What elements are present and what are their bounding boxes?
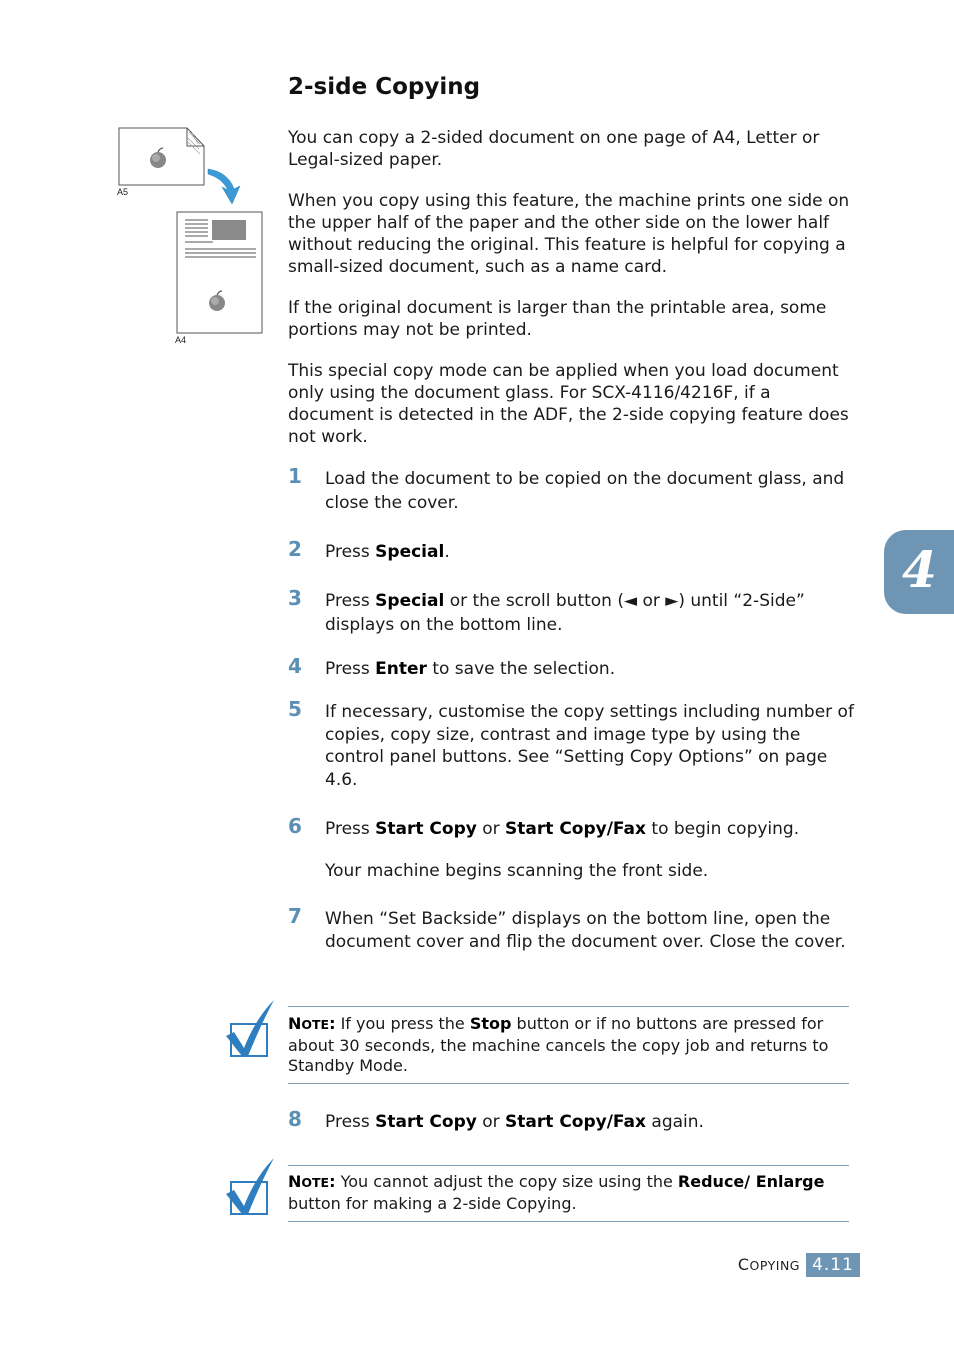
step-subtext: Your machine begins scanning the front side. bbox=[325, 861, 709, 881]
checkmark-note-icon bbox=[224, 998, 278, 1062]
step-text: Load the document to be copied on the document glass, and close the cover. bbox=[325, 469, 845, 513]
chapter-tab bbox=[884, 530, 954, 614]
paragraph-feature: When you copy using this feature, the machine prints one side on the upper half of the paper and the other side on the lower half without reducing the original. This feature is helpful for copying a small-sized document, such as a name card. bbox=[288, 191, 850, 277]
key-reduce-enlarge: Reduce/ Enlarge bbox=[677, 1172, 825, 1191]
note-label: NOTE: bbox=[288, 1172, 336, 1191]
key-special: Special bbox=[375, 542, 445, 562]
step-text: Press Start Copy or Start Copy/Fax to begin copying. bbox=[325, 819, 800, 839]
chapter-number: 4 bbox=[902, 540, 937, 599]
key-special: Special bbox=[375, 591, 445, 611]
key-start-copy: Start Copy bbox=[375, 819, 477, 839]
label-a5: A5 bbox=[117, 187, 129, 197]
step-text: When “Set Backside” displays on the bottom line, open the document cover and flip the document over. Close the cover. bbox=[325, 909, 846, 952]
page-number-box bbox=[806, 1253, 860, 1277]
key-start-copy-fax: Start Copy/Fax bbox=[505, 1112, 646, 1132]
step-number: 3 bbox=[288, 586, 302, 610]
key-start-copy-fax: Start Copy/Fax bbox=[505, 819, 646, 839]
key-stop: Stop bbox=[469, 1014, 512, 1033]
key-enter: Enter bbox=[375, 659, 427, 679]
step-text: Press Enter to save the selection. bbox=[325, 659, 616, 679]
key-start-copy: Start Copy bbox=[375, 1112, 477, 1132]
step-number: 1 bbox=[288, 464, 302, 488]
note-text: NOTE: You cannot adjust the copy size using the Reduce/ Enlarge button for making a 2-side Copying. bbox=[288, 1172, 825, 1213]
step-number: 2 bbox=[288, 537, 302, 561]
step-number: 4 bbox=[288, 654, 302, 678]
note-reduce-enlarge bbox=[288, 1165, 849, 1222]
step-number: 7 bbox=[288, 904, 302, 928]
step-text: Press Special. bbox=[325, 542, 450, 562]
note-text: NOTE: If you press the Stop button or if no buttons are pressed for about 30 seconds, the machine cancels the copy job and returns to Standby Mode. bbox=[288, 1014, 829, 1075]
paragraph-intro: You can copy a 2-sided document on one page of A4, Letter or Legal-sized paper. bbox=[288, 128, 820, 170]
note-label: NOTE: bbox=[288, 1014, 336, 1033]
note-stop bbox=[288, 1006, 849, 1084]
footer-section-title: COPYING bbox=[737, 1255, 800, 1274]
checkmark-note-icon bbox=[224, 1156, 278, 1220]
paragraph-special-mode: This special copy mode can be applied when you load document only using the document glass. For SCX-4116/4216F, if a document is detected in the ADF, the 2-side copying feature does not work. bbox=[288, 361, 849, 447]
arrow-icon bbox=[208, 169, 240, 204]
page-title: 2-side Copying bbox=[288, 74, 481, 100]
page-number: 4.11 bbox=[812, 1255, 854, 1275]
paragraph-printable-area: If the original document is larger than the printable area, some portions may not be printed. bbox=[288, 298, 827, 340]
step-number: 8 bbox=[288, 1107, 302, 1131]
step-text: Press Special or the scroll button (◄ or ►) until “2-Side” displays on the bottom line. bbox=[325, 591, 805, 635]
label-a4: A4 bbox=[175, 335, 187, 345]
step-text: Press Start Copy or Start Copy/Fax again. bbox=[325, 1112, 704, 1132]
step-text: If necessary, customise the copy settings including number of copies, copy size, contrast and image type by using the control panel buttons. See “Setting Copy Options” on page 4.6. bbox=[325, 702, 854, 790]
document-copy-illustration bbox=[110, 124, 270, 354]
step-number: 6 bbox=[288, 814, 302, 838]
step-number: 5 bbox=[288, 697, 302, 721]
